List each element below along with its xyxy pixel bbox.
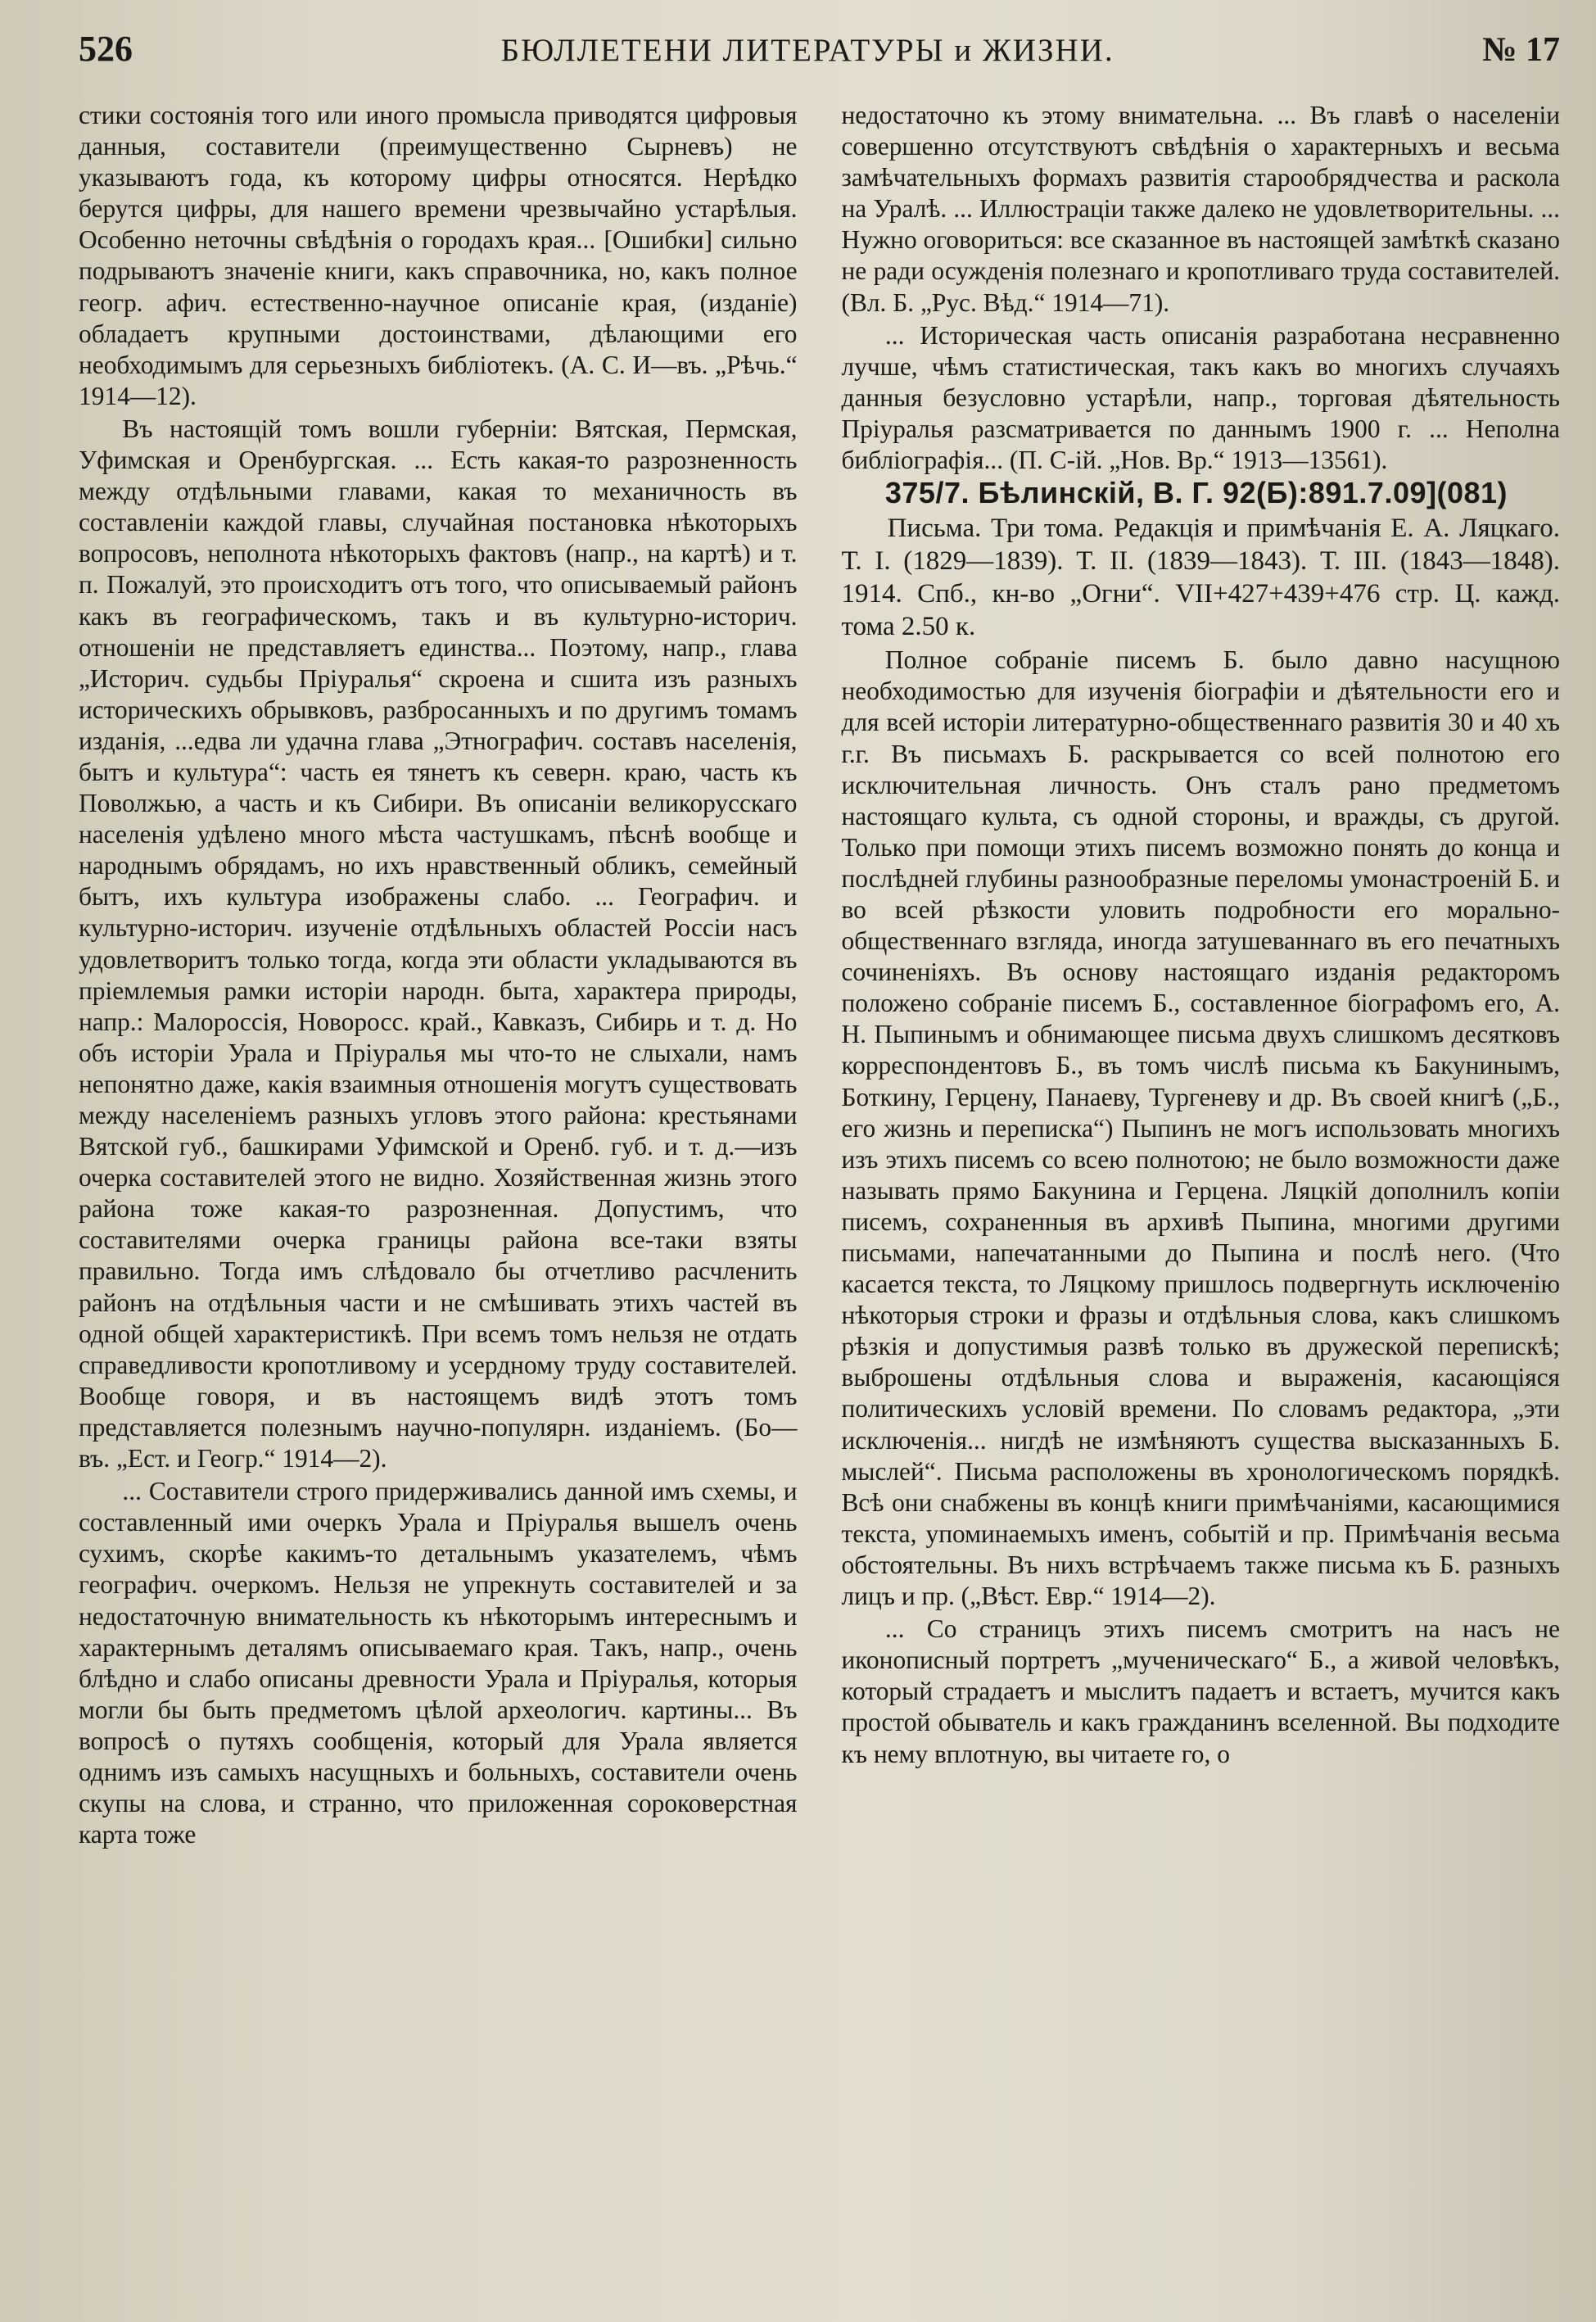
entry-heading [842, 478, 1561, 510]
page-header [79, 28, 1560, 93]
entry-heading-text: 375/7. Бѣлинскій, В. Г. 92(Б):891.7.09](081) [884, 476, 1508, 510]
paragraph: стики состоянія того или иного промысла приводятся цифровыя данныя, составители (преимущественно Сырневъ) не указываютъ года, къ которому цифры относятся. Нерѣдко берутся цифры, для нашего времени чрезвычайно устарѣлыя. Особенно неточны свѣдѣнія о городахъ края... [Ошибки] сильно подрываютъ значеніе книги, какъ справочника, но, какъ полное геогр. афич. естественно-научное описаніе края, (изданіе) обладаетъ крупными достоинствами, дѣлающими его необходимымъ для серьезныхъ библіотекъ. (А. С. И—въ. „Рѣчь.“ 1914—12). [79, 101, 798, 410]
paragraph: ... Историческая часть описанія разработана несравненно лучше, чѣмъ статистическая, такъ какъ во многихъ случаяхъ данныя безусловно устарѣли, напр., торговая дѣятельность Пріуралья разсматривается по даннымъ 1900 г. ... Неполна библіографія... (П. С-ій. „Нов. Вр.“ 1913—13561). [841, 320, 1560, 475]
paragraph: Въ настоящій томъ вошли губерніи: Вятская, Пермская, Уфимская и Оренбургская. ... Есть какая-то разрозненность между отдѣльными главами, какая то механичность въ составленіи каждой главы, случайная постановка нѣкоторыхъ вопросовъ, неполнота нѣкоторыхъ фактовъ (напр., на картѣ) и т. п. Пожалуй, это происходитъ отъ того, что описываемый районъ какъ въ географическомъ, такъ и въ культурно-историч. отношеніи не представляетъ единства... Поэтому, напр., глава „Историч. судьбы Пріуралья“ скроена и сшита изъ разныхъ историческихъ обрывковъ, разбросанныхъ и по другимъ томамъ изданія, ...едва ли удачна глава „Этнографич. составъ населенія, бытъ и культура“: часть ея тянетъ къ северн. краю, часть къ Поволжью, а часть и къ Сибири. Въ описаніи великорусскаго населенія удѣлено много мѣста частушкамъ, пѣснѣ вообще и народнымъ обрядамъ, но ихъ нравственный обликъ, семейный бытъ, ихъ культура изображены слабо. ... Географич. и культурно-историч. изученіе отдѣльныхъ областей Россіи насъ удовлетворитъ только тогда, когда эти области укладываются въ пріемлемыя рамки исторіи народн. быта, характера природы, напр.: Малороссія, Новоросс. край., Кавказъ, Сибирь и т. д. Но объ исторіи Урала и Пріуралья мы что-то не слыхали, намъ непонятно даже, какія взаимныя отношенія могутъ существовать между населеніемъ разныхъ угловъ этого района: крестьянами Вятской губ., башкирами Уфимской и Оренб. губ. и т. д.—изъ очерка составителей этого не видно. Хозяйственная жизнь этого района тоже какая-то разрозненная. Допустимъ, что составителями очерка границы района все-таки взяты правильно. Тогда имъ слѣдовало бы отчетливо расчленить районъ на отдѣльныя части и не смѣшивать этихъ частей въ одной общей характеристикѣ. При всемъ томъ нельзя не отдать справедливости кропотливому и усердному труду составителей. Вообще говоря, и въ настоящемъ видѣ этотъ томъ представляется полезнымъ научно-популярн. изданіемъ. (Бо—въ. „Ест. и Геогр.“ 1914—2). [79, 414, 798, 1473]
paragraph: недостаточно къ этому внимательна. ... Въ главѣ о населеніи совершенно отсутствуютъ свѣдѣнія о характерныхъ и весьма замѣчательныхъ формахъ развитія старообрядчества и раскола на Уралѣ. ... Иллюстраціи также далеко не удовлетворительны. ... Нужно оговориться: все сказанное въ настоящей замѣткѣ сказано не ради осужденія полезнаго и кропотливаго труда составителей. (Вл. Б. „Рус. Вѣд.“ 1914—71). [841, 101, 1560, 317]
paragraph: Полное собраніе писемъ Б. было давно насущною необходимостью для изученія біографіи и дѣятельности его и для всей исторіи литературно-общественнаго развитія 30 и 40 хъ г.г. Въ письмахъ Б. раскрывается со всей полнотою его исключительная личность. Онъ сталъ рано предметомъ настоящаго культа, съ одной стороны, и вражды, съ другой. Только при помощи этихъ писемъ возможно понять до конца и послѣдней глубины разнообразные переломы умонастроеній Б. и во всей рѣзкости уловить подробности его морально-общественнаго взгляда, иногда затушеваннаго въ его печатныхъ сочиненіяхъ. Въ основу настоящаго изданія редакторомъ положено собраніе писемъ Б., составленное біографомъ его, А. Н. Пыпинымъ и обнимающее письма двухъ слишкомъ десятковъ корреспондентовъ Б., въ томъ числѣ письма къ Бакунинымъ, Боткину, Герцену, Панаеву, Тургеневу и др. Въ своей книгѣ („Б., его жизнь и переписка“) Пыпинъ не могъ использовать многихъ изъ этихъ писемъ со всею полнотою; не было возможности даже называть прямо Бакунина и Герцена. Ляцкій дополнилъ копіи писемъ, сохраненныя въ архивѣ Пыпина, многими другими письмами, напечатанными до Пыпина и послѣ него. (Что касается текста, то Ляцкому пришлось подвергнуть исключенію нѣкоторыя строки и фразы и отдѣльныя слова, какъ слишкомъ рѣзкія и допустимыя развѣ только въ дружеской перепискѣ; выброшены отдѣльныя слова и выраженія, касающіяся политическихъ условій времени. По словамъ редактора, „эти исключенія... нигдѣ не измѣняютъ существа высказанныхъ Б. мыслей“. Письма расположены въ хронологическомъ порядкѣ. Всѣ они снабжены въ концѣ книги примѣчаніями, касающимися текста, упоминаемыхъ именъ, событій и пр. Примѣчанія весьма обстоятельны. Въ нихъ встрѣчаемъ также письма къ Б. разныхъ лицъ и пр. („Вѣст. Евр.“ 1914—2). [841, 645, 1560, 1611]
page-number: 526 [79, 29, 133, 69]
right-column [842, 100, 1561, 1850]
issue-number: № 17 [1482, 31, 1560, 69]
entry-description: Письма. Три тома. Редакція и примѣчанія Е. А. Ляцкаго. Т. I. (1829—1839). Т. II. (1839—1843). Т. III. (1843—1848). 1914. Спб., кн-во „Огни“. VII+427+439+476 стр. Ц. кажд. тома 2.50 к. [841, 514, 1560, 642]
paragraph: ... Со страницъ этихъ писемъ смотритъ на насъ не иконописный портретъ „мученическаго“ Б., а живой человѣкъ, который страдаетъ и мыслитъ падаетъ и встаетъ, мучится какъ простой обыватель и какъ гражданинъ вселенной. Вы подходите къ нему вплотную, вы читаете го, о [841, 1614, 1560, 1768]
left-column [79, 100, 798, 1850]
text-columns [79, 100, 1560, 1850]
journal-title: БЮЛЛЕТЕНИ ЛИТЕРАТУРЫ и ЖИЗНИ. [500, 33, 1114, 68]
paragraph: ... Составители строго придерживались данной имъ схемы, и составленный ими очеркъ Урала и Пріуралья вышелъ очень сухимъ, скорѣе какимъ-то детальнымъ указателемъ, чѣмъ географич. очеркомъ. Нельзя не упрекнуть составителей и за недостаточную внимательность къ нѣкоторымъ интереснымъ и характернымъ деталямъ описываемаго края. Такъ, напр., очень блѣдно и слабо описаны древности Урала и Пріуралья, которыя могли бы быть предметомъ цѣлой археологич. картины... Въ вопросѣ о путяхъ сообщенія, который для Урала является однимъ изъ самыхъ насущныхъ и больныхъ, составители очень скупы на слова, и странно, что приложенная сороковерстная карта тоже [79, 1477, 798, 1849]
